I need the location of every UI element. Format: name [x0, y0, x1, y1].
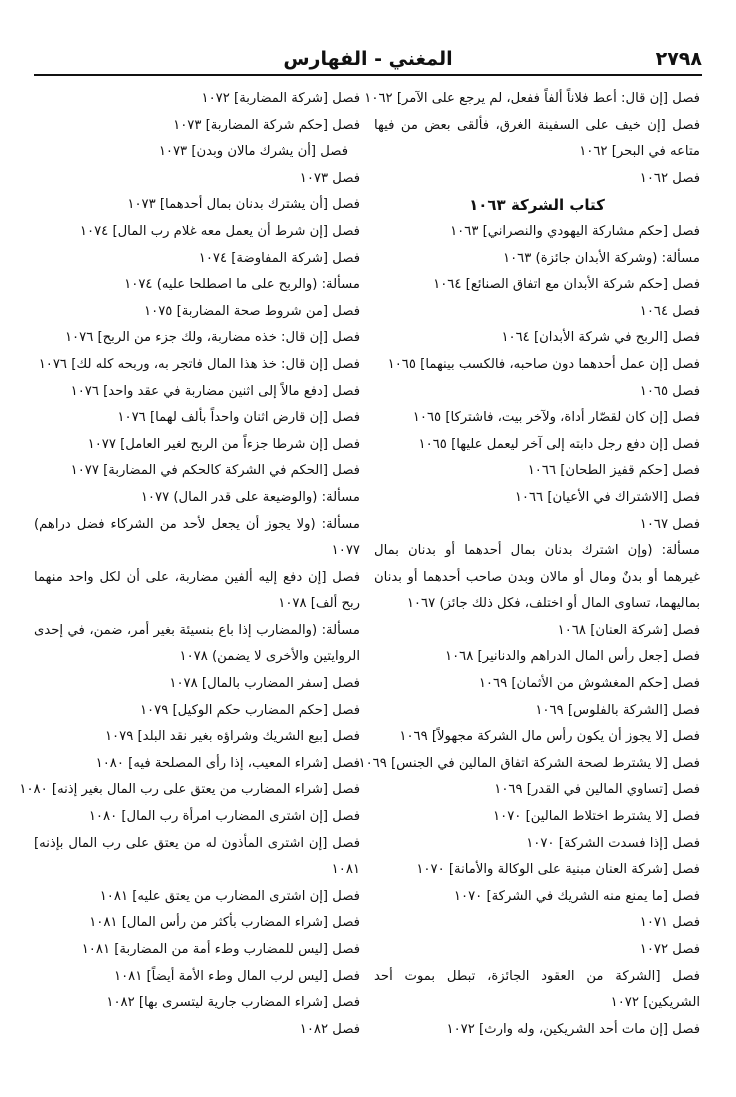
index-entry: فصل [جعل رأس المال الدراهم والدنانير] ١٠٦٨: [444, 649, 700, 665]
index-entry: فصل ١٠٦٥: [639, 383, 700, 399]
index-entry: فصل [إن مات أحد الشريكين، وله وارث] ١٠٧٢: [446, 1021, 700, 1037]
index-entry: فصل ١٠٦٢: [639, 170, 700, 186]
index-entry: فصل [إن شرطا جزءاً من الربح لغير العامل] ١٠٧٧: [87, 436, 360, 452]
index-entry: فصل [الاشتراك في الأعيان] ١٠٦٦: [514, 489, 700, 505]
index-entry: مسألة: (ولا يجوز أن يجعل لأحد من الشركاء فضل دراهم) ١٠٧٧: [34, 516, 360, 559]
index-entry: فصل [حكم شركة المضاربة] ١٠٧٣: [173, 117, 360, 133]
index-entry: فصل [حكم المغشوش من الأثمان] ١٠٦٩: [478, 676, 700, 692]
index-entry: مسألة: (والوضيعة على قدر المال) ١٠٧٧: [140, 489, 360, 505]
page-title: المغني - الفهارس: [283, 48, 453, 70]
section-heading: كتاب الشركة ١٠٦٣: [469, 196, 605, 215]
index-entry: فصل [شركة المضاربة] ١٠٧٢: [201, 91, 360, 106]
index-entry: فصل [أن يشترك بدنان بمال أحدهما] ١٠٧٣: [127, 197, 360, 213]
index-entry: فصل [دفع مالاً إلى اثنين مضاربة في عقد واحد] ١٠٧٦: [70, 383, 360, 399]
index-entry: فصل [إذا فسدت الشركة] ١٠٧٠: [526, 835, 700, 851]
index-entry: فصل ١٠٨٢: [299, 1021, 360, 1037]
index-entry: مسألة: (والمضارب إذا باع بنسيئة بغير أمر، ضمن، في إحدى الروايتين والأخرى لا يضمن) ١٠٧٨: [34, 622, 360, 665]
index-entry: مسألة: (وشركة الأبدان جائزة) ١٠٦٣: [503, 250, 700, 266]
index-entry: فصل [إن قارض اثنان واحداً بألف لهما] ١٠٧٦: [117, 410, 360, 426]
index-entry: فصل [ليس للمضارب وطء أمة من المضاربة] ١٠٨١: [81, 942, 360, 957]
index-entry: فصل [شركة المفاوضة] ١٠٧٤: [198, 250, 360, 266]
index-entry: فصل [من شروط صحة المضاربة] ١٠٧٥: [144, 303, 360, 319]
index-entry: فصل [إن دفع إليه ألفين مضاربة، على أن لكل واحد منهما ربح ألف] ١٠٧٨: [34, 569, 360, 612]
index-entry: فصل [أن يشرك مالان وبدن] ١٠٧٣: [158, 144, 348, 160]
index-entry: فصل [شراء المضارب بأكثر من رأس المال] ١٠٨١: [89, 915, 360, 931]
index-entry: فصل [شراء المضارب جارية ليتسرى بها] ١٠٨٢: [106, 995, 360, 1011]
index-entry: مسألة: (وإن اشترك بدنان بمال أحدهما أو بدنان بمال غيرهما أو بدنٌ ومال أو مالان وبدن صاحب أحدهما أو بدنان بماليهما، تساوى المال أو اختلف، فكل ذلك جائز) ١٠٦٧: [374, 543, 700, 612]
index-entry: فصل [إن كان لقصّار أداة، ولآخر بيت، فاشتركا] ١٠٦٥: [412, 410, 700, 426]
index-entry: فصل ١٠٦٧: [639, 516, 700, 532]
index-entry: فصل [إن قال: أعط فلاناً ألفاً ففعل، لم يرجع على الآمر] ١٠٦٢: [364, 91, 700, 106]
index-entry: فصل [إن قال: خذه مضاربة، ولك جزء من الربح] ١٠٧٦: [64, 330, 360, 346]
index-entry: فصل [حكم شركة الأبدان مع اتفاق الصنائع] ١٠٦٤: [433, 277, 700, 293]
index-entry: فصل ١٠٦٤: [639, 303, 700, 319]
index-entry: فصل [إن اشترى المضارب من يعتق عليه] ١٠٨١: [99, 888, 360, 904]
index-entry: فصل [لا يشترط اختلاط المالين] ١٠٧٠: [493, 809, 700, 825]
index-entry: فصل [شراء المضارب من يعتق على رب المال بغير إذنه] ١٠٨٠: [19, 782, 360, 798]
index-entry: مسألة: (والربح على ما اصطلحا عليه) ١٠٧٤: [124, 277, 360, 293]
index-entry: فصل [لا يجوز أن يكون رأس مال الشركة مجهولاً] ١٠٦٩: [399, 729, 700, 745]
index-entry: فصل [لا يشترط لصحة الشركة اتفاق المالين في الجنس] ١٠٦٩: [358, 755, 700, 771]
index-entry: فصل [الحكم في الشركة كالحكم في المضاربة] ١٠٧٧: [70, 463, 360, 479]
index-entry: فصل [شركة العنان مبنية على الوكالة والأمانة] ١٠٧٠: [416, 862, 700, 878]
index-column-right: [358, 86, 700, 1086]
index-entry: فصل [إن اشترى المضارب امرأة رب المال] ١٠٨٠: [88, 809, 360, 825]
index-entry: فصل [إن دفع رجل دابته إلى آخر ليعمل عليها] ١٠٦٥: [418, 436, 700, 452]
index-entry: فصل [بيع الشريك وشراؤه بغير نقد البلد] ١٠٧٩: [104, 729, 360, 745]
index-entry: فصل [حكم قفيز الطحان] ١٠٦٦: [527, 463, 700, 479]
index-entry: فصل [الربح في شركة الأبدان] ١٠٦٤: [501, 330, 700, 346]
index-entry: فصل [ليس لرب المال وطء الأمة أيضاً] ١٠٨١: [113, 968, 360, 984]
index-entry: فصل [إن عمل أحدهما دون صاحبه، فالكسب بينهما] ١٠٦٥: [387, 356, 700, 372]
index-entry: فصل [شراء المعيب، إذا رأى المصلحة فيه] ١٠٨٠: [95, 755, 360, 771]
page-header: [34, 46, 702, 76]
index-entry: فصل [إن شرط أن يعمل معه غلام رب المال] ١٠٧٤: [79, 223, 360, 239]
index-entry: فصل [ما يمنع منه الشريك في الشركة] ١٠٧٠: [453, 888, 700, 904]
index-entry: فصل [الشركة بالفلوس] ١٠٦٩: [535, 702, 700, 718]
index-entry: فصل [إن خيف على السفينة الغرق، فألقى بعض من فيها متاعه في البحر] ١٠٦٢: [374, 117, 700, 160]
index-entry: فصل [إن اشترى المأذون له من يعتق على رب المال بإذنه] ١٠٨١: [34, 835, 360, 878]
index-entry: فصل [الشركة من العقود الجائزة، تبطل بموت أحد الشريكين] ١٠٧٢: [374, 968, 700, 1011]
index-entry: فصل ١٠٧٢: [639, 942, 700, 957]
index-entry: فصل [سفر المضارب بالمال] ١٠٧٨: [169, 676, 360, 692]
page-number: ٢٧٩٨: [655, 48, 702, 70]
index-column-left: [19, 86, 360, 1086]
index-entry: فصل [إن قال: خذ هذا المال فاتجر به، وربحه كله لك] ١٠٧٦: [38, 356, 360, 372]
index-entry: فصل ١٠٧١: [639, 915, 700, 931]
index-entry: فصل ١٠٧٣: [299, 170, 360, 186]
index-entry: فصل [حكم مشاركة اليهودي والنصراني] ١٠٦٣: [450, 223, 700, 239]
index-entry: فصل [تساوي المالين في القدر] ١٠٦٩: [494, 782, 700, 798]
index-entry: فصل [شركة العنان] ١٠٦٨: [557, 622, 700, 638]
index-entry: فصل [حكم المضارب حكم الوكيل] ١٠٧٩: [139, 702, 360, 718]
